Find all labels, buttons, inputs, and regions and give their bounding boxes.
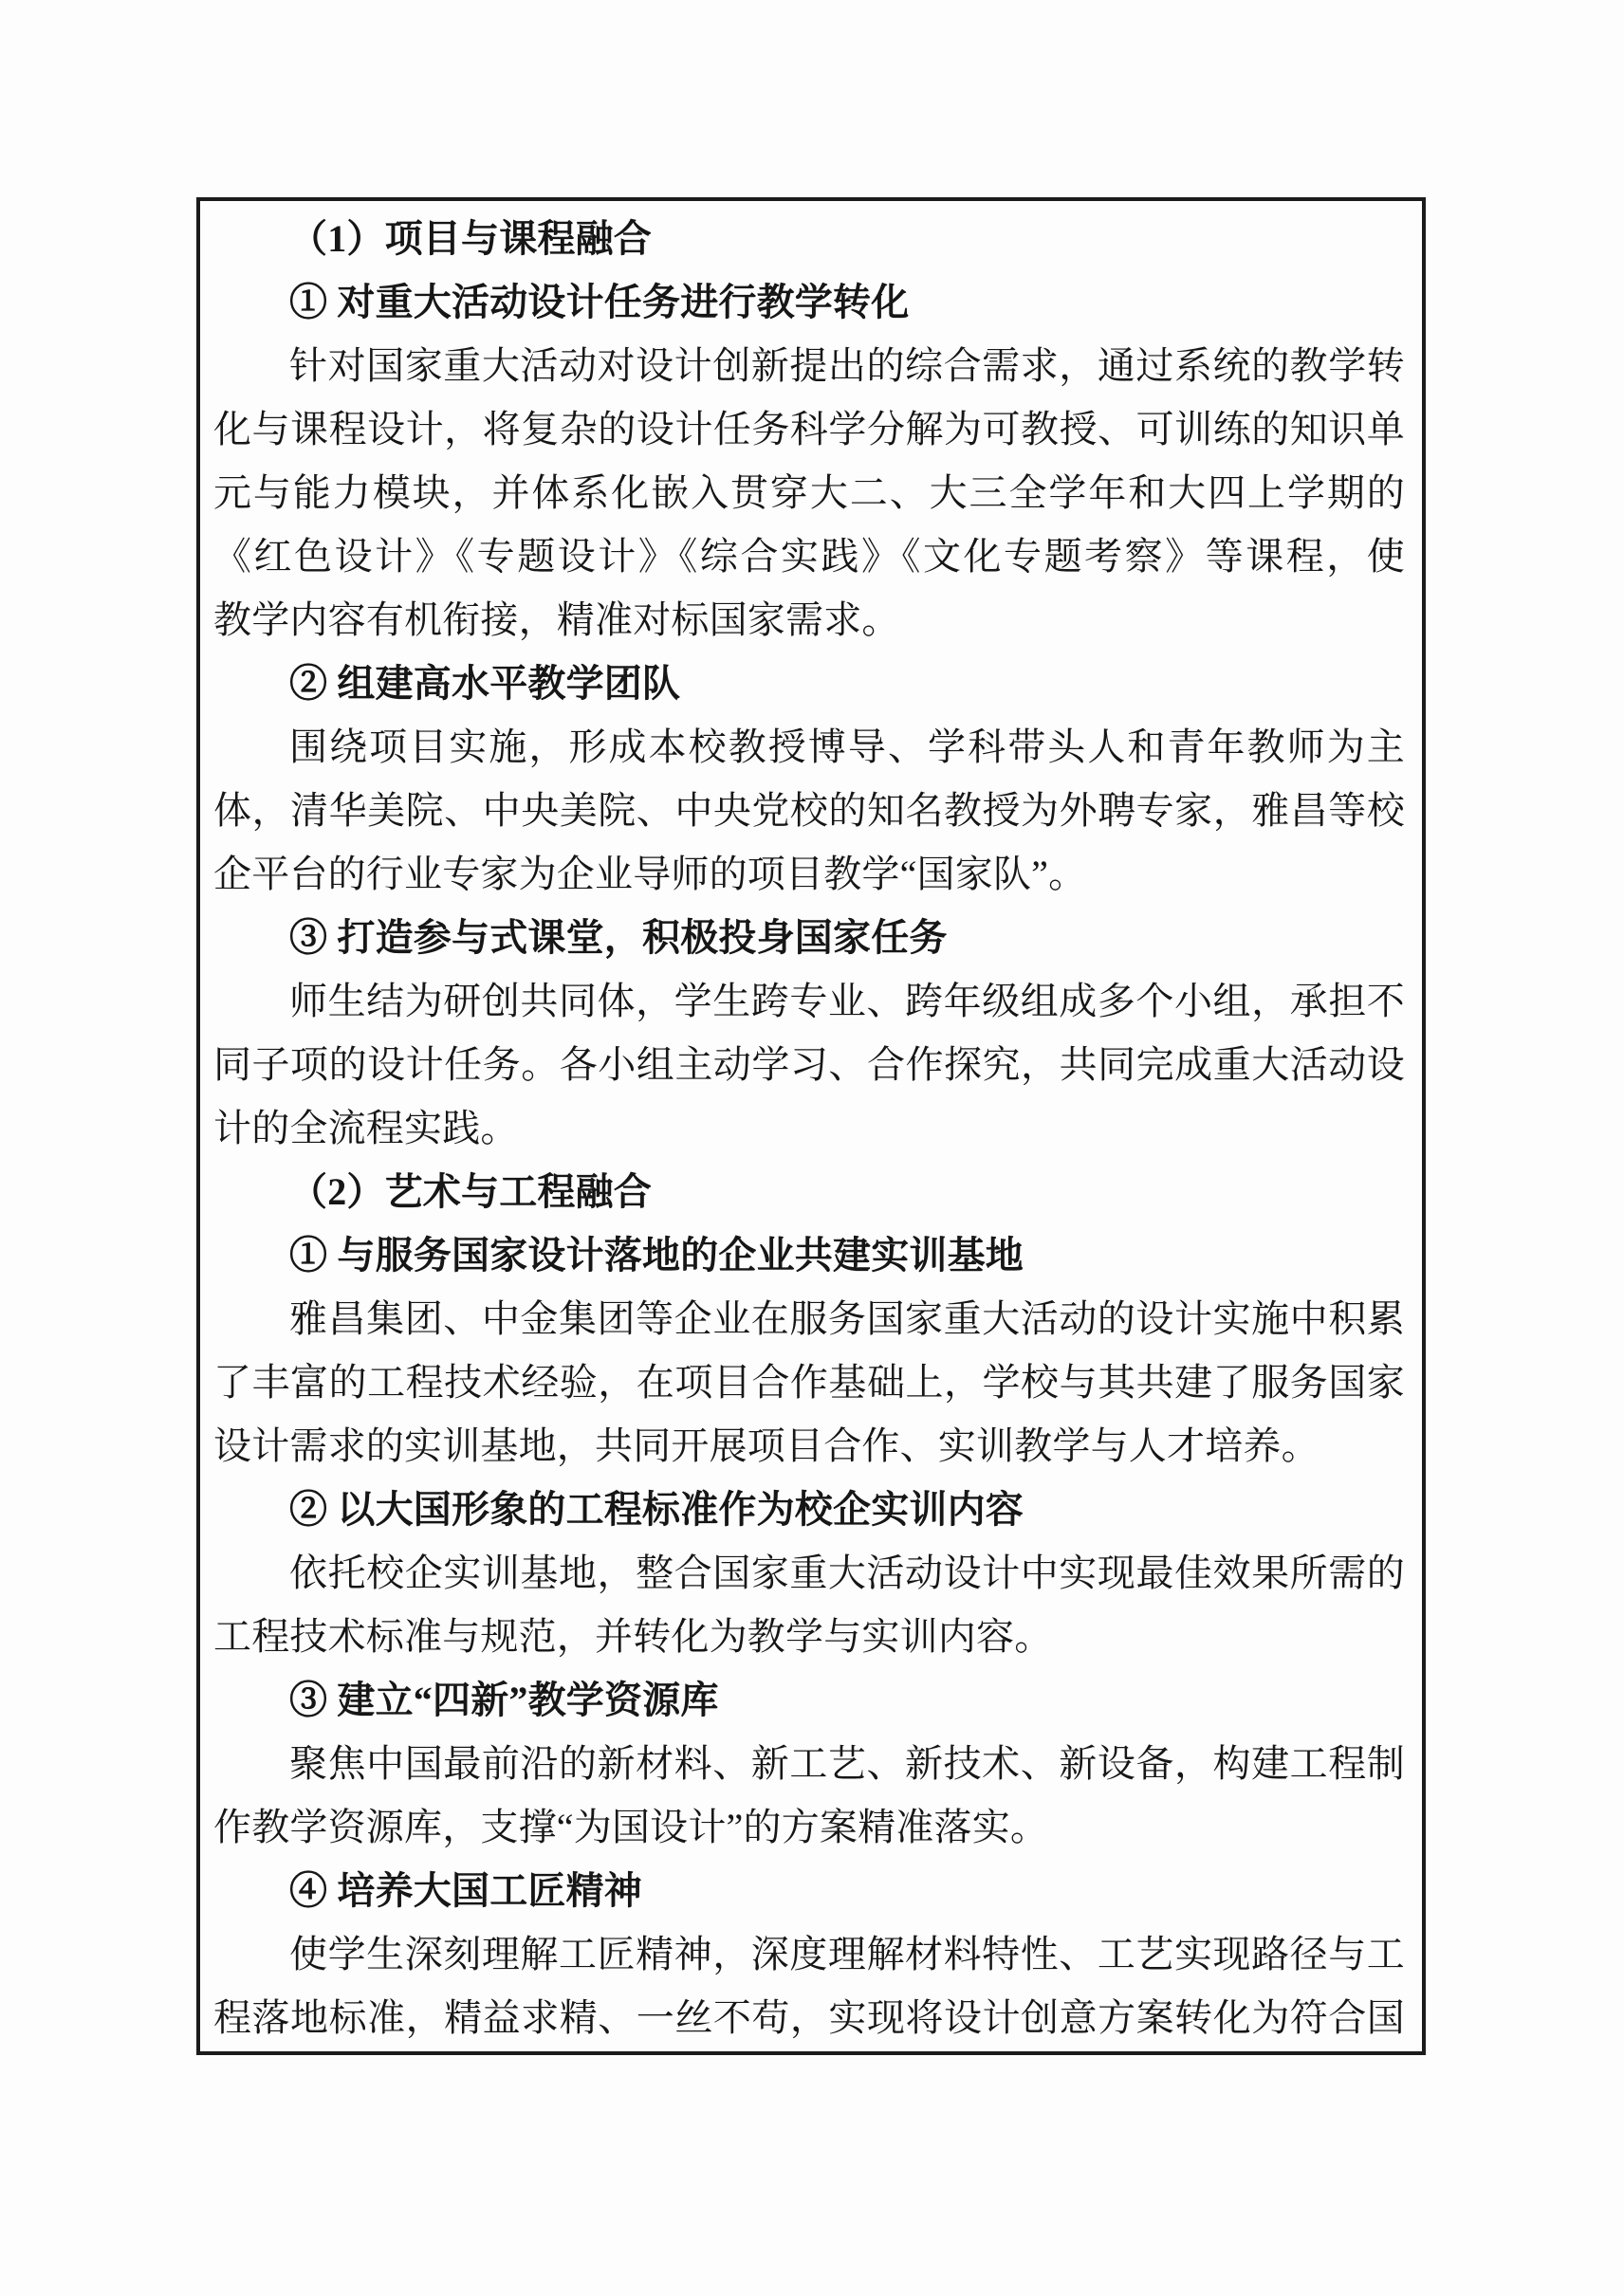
body-text-line: 同子项的设计任务。各小组主动学习、合作探究，共同完成重大活动设 [213,1043,1405,1086]
heading-line: ② 以大国形象的工程标准作为校企实训内容 [289,1488,1024,1531]
body-text-line: 化与课程设计，将复杂的设计任务科学分解为可教授、可训练的知识单 [213,408,1405,450]
body-text-line: 依托校企实训基地，整合国家重大活动设计中实现最佳效果所需的 [289,1552,1405,1594]
body-text-line: 计的全流程实践。 [213,1107,519,1149]
body-text-line: 作教学资源库，支撑“为国设计”的方案精准落实。 [213,1806,1049,1848]
heading-line: ① 对重大活动设计任务进行教学转化 [289,281,910,323]
body-text-line: 师生结为研创共同体，学生跨专业、跨年级组成多个小组，承担不 [289,980,1405,1022]
body-text-line: 元与能力模块，并体系化嵌入贯穿大二、大三全学年和大四上学期的 [213,471,1405,514]
body-text-line: 聚焦中国最前沿的新材料、新工艺、新技术、新设备，构建工程制 [289,1742,1405,1785]
heading-line: ③ 打造参与式课堂，积极投身国家任务 [289,916,948,959]
body-text-line: 围绕项目实施，形成本校教授博导、学科带头人和青年教师为主 [289,726,1405,768]
body-text-line: 了丰富的工程技术经验，在项目合作基础上，学校与其共建了服务国家 [213,1361,1405,1404]
heading-line: （1）项目与课程融合 [289,217,652,260]
body-text-line: 教学内容有机衔接，精准对标国家需求。 [213,598,900,641]
heading-line: ④ 培养大国工匠精神 [289,1869,642,1912]
body-text-line: 使学生深刻理解工匠精神，深度理解材料特性、工艺实现路径与工 [289,1933,1405,1975]
body-text-line: 雅昌集团、中金集团等企业在服务国家重大活动的设计实施中积累 [289,1297,1405,1340]
heading-line: ③ 建立“四新”教学资源库 [289,1679,719,1721]
body-text-line: 针对国家重大活动对设计创新提出的综合需求，通过系统的教学转 [289,344,1405,387]
content-border-box [196,197,1426,2055]
body-text-line: 体，清华美院、中央美院、中央党校的知名教授为外聘专家，雅昌等校 [213,789,1405,832]
heading-line: ② 组建高水平教学团队 [289,662,681,705]
heading-line: ① 与服务国家设计落地的企业共建实训基地 [289,1234,1024,1277]
body-text-line: 程落地标准，精益求精、一丝不苟，实现将设计创意方案转化为符合国 [213,1996,1405,2039]
body-text-line: 企平台的行业专家为企业导师的项目教学“国家队”。 [213,853,1087,895]
body-text-line: 工程技术标准与规范，并转化为教学与实训内容。 [213,1615,1053,1658]
heading-line: （2）艺术与工程融合 [289,1170,652,1213]
body-text-line: 设计需求的实训基地，共同开展项目合作、实训教学与人才培养。 [213,1424,1320,1467]
body-text-line: 《红色设计》《专题设计》《综合实践》《文化专题考察》等课程，使 [213,535,1405,578]
